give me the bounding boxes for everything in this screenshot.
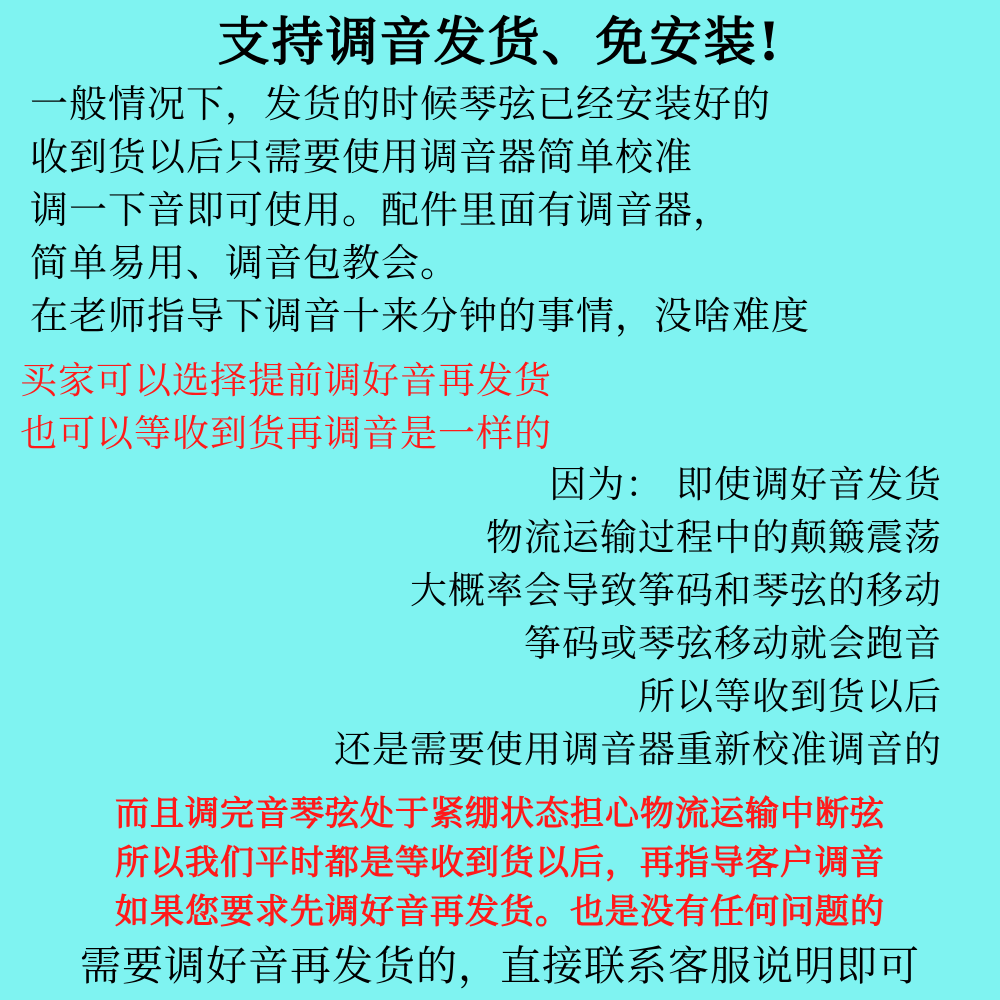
intro-line: 在老师指导下调音十来分钟的事情，没啥难度 [30,294,811,338]
reason-line: 所以等收到货以后 [638,675,942,718]
bold-red-line: 而且调完音琴弦处于紧绷状态担心物流运输中断弦 [115,794,885,834]
reason-line: 物流运输过程中的颠簸震荡 [486,516,942,559]
intro-line: 收到货以后只需要使用调音器简单校准 [30,135,694,179]
intro-line: 调一下音即可使用。配件里面有调音器， [30,188,733,232]
reason-line: 筝码或琴弦移动就会跑音 [524,622,942,665]
intro-line: 一般情况下，发货的时候琴弦已经安装好的 [30,82,772,126]
bold-red-line: 如果您要求先调好音再发货。也是没有任何问题的 [115,892,885,932]
intro-text-block [30,78,980,343]
red-notice-block [20,354,970,460]
red-notice-line: 买家可以选择提前调好音再发货 [20,359,552,402]
footer-text: 需要调好音再发货的，直接联系客服说明即可 [80,942,920,990]
reason-line: 因为： 即使调好音发货 [549,463,942,506]
page-title: 支持调音发货、免安装! [217,12,783,73]
reason-text-block [42,458,942,776]
bold-red-line: 所以我们平时都是等收到货以后，再指导客户调音 [115,843,885,883]
intro-line: 简单易用、调音包教会。 [30,241,460,285]
reason-line: 大概率会导致筝码和琴弦的移动 [410,569,942,612]
bold-red-notice-block [0,790,1000,937]
reason-line: 还是需要使用调音器重新校准调音的 [334,728,942,771]
red-notice-line: 也可以等收到货再调音是一样的 [20,412,552,455]
